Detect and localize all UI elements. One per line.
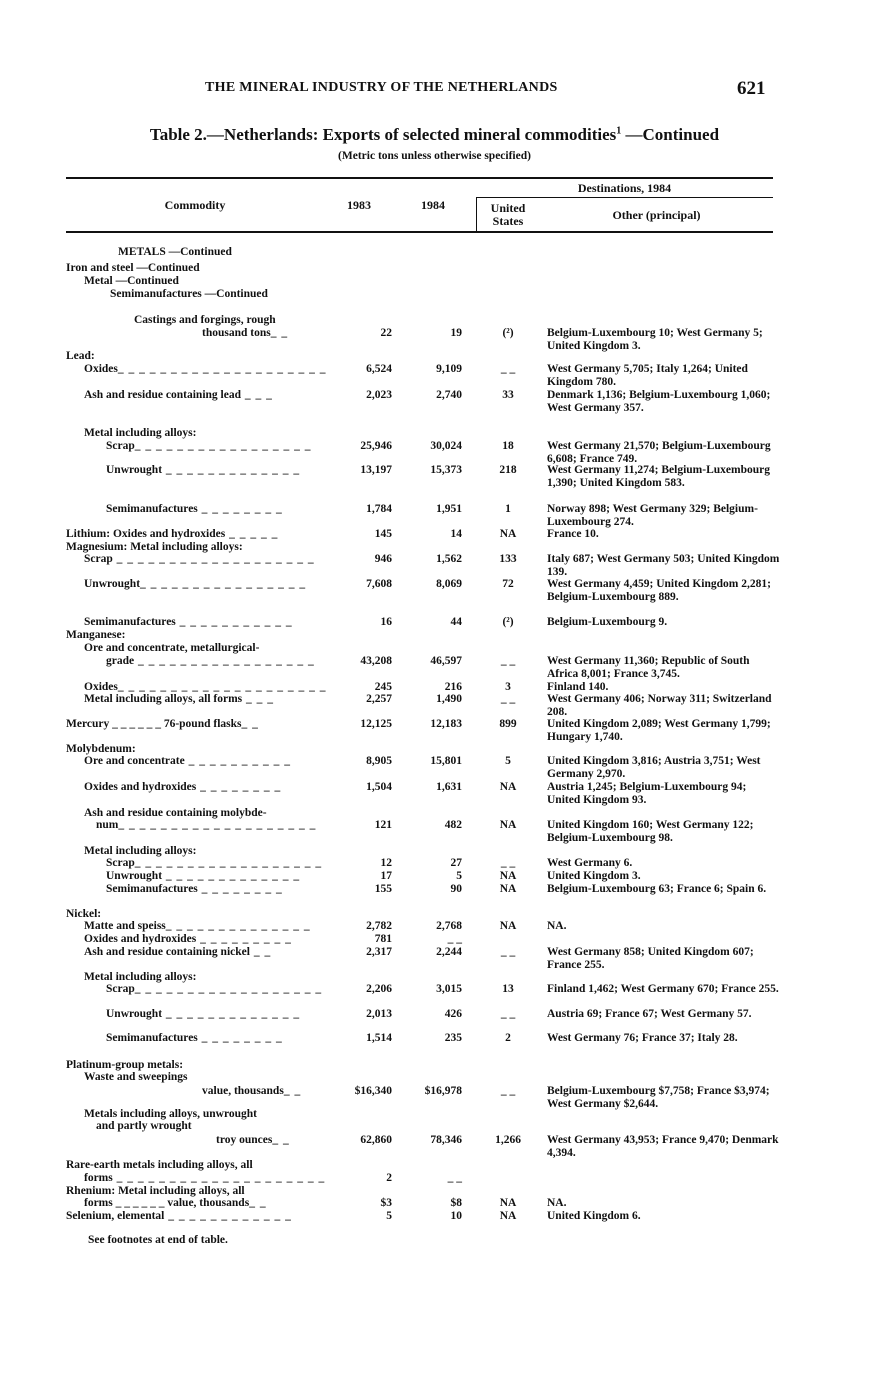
- row-value-1984: 426: [444, 1008, 462, 1020]
- row-commodity-label: Iron and steel —Continued: [66, 262, 200, 274]
- running-head: THE MINERAL INDUSTRY OF THE NETHERLANDS: [205, 80, 558, 95]
- row-value-united-states: 33: [502, 389, 514, 401]
- row-commodity-label: Selenium, elemental _ _ _ _ _ _ _ _ _ _ _ _: [66, 1210, 292, 1222]
- row-commodity-label: Scrap_ _ _ _ _ _ _ _ _ _ _ _ _ _ _ _ _: [106, 440, 312, 452]
- row-value-united-states: NA: [499, 1197, 517, 1209]
- row-value-1984: 30,024: [430, 440, 462, 452]
- row-value-1983: 145: [374, 528, 392, 540]
- row-value-1983: 62,860: [360, 1134, 392, 1146]
- row-leader-dots: _ _ _ _ _ _ _ _ _ _ _ _ _ _ _ _ _ _: [134, 857, 323, 869]
- row-commodity-label: Lead:: [66, 350, 95, 362]
- row-leader-dots: _ _ _ _ _ _ _ _ _ _ _ _ _ _ _ _ _: [134, 440, 312, 452]
- row-value-1984: 2,244: [436, 946, 462, 958]
- row-value-1984: 27: [450, 857, 462, 869]
- row-leader-dots: _ _ _ _ _ _ _ _ _ _ _ _ _ _ _ _ _ _ _ _: [117, 363, 327, 375]
- row-commodity-label: num_ _ _ _ _ _ _ _ _ _ _ _ _ _ _ _ _ _ _: [96, 819, 317, 831]
- table-subtitle: (Metric tons unless otherwise specified): [338, 150, 531, 162]
- row-value-1984: 482: [444, 819, 462, 831]
- row-leader-dots: _ _ _ _ _ _ _ _ _ _ _ _ _: [162, 464, 301, 476]
- row-leader-dots: _ _: [249, 1197, 267, 1209]
- table-row: [66, 946, 782, 971]
- row-leader-dots: _ _ _: [242, 693, 274, 705]
- row-commodity-label: Semimanufactures —Continued: [110, 288, 268, 300]
- row-leader-dots: _ _: [241, 718, 259, 730]
- row-commodity-label: Lithium: Oxides and hydroxides _ _ _ _ _: [66, 528, 279, 540]
- row-value-united-states: 1,266: [495, 1134, 521, 1146]
- row-value-1983: 2,013: [366, 1008, 392, 1020]
- row-value-1984: 5: [456, 870, 462, 882]
- row-value-united-states: 18: [502, 440, 514, 452]
- row-value-1983: 155: [374, 883, 392, 895]
- table-top-rule: [66, 177, 773, 179]
- row-commodity-label: Unwrought_ _ _ _ _ _ _ _ _ _ _ _ _ _ _ _: [84, 578, 307, 590]
- table-row: [66, 246, 782, 260]
- row-commodity-label: Ash and residue containing molybde-: [84, 807, 267, 819]
- row-value-united-states: 1: [505, 503, 511, 515]
- table-title-text: Table 2.—Netherlands: Exports of selected mineral commodities: [149, 125, 617, 144]
- row-value-1984: 2,740: [436, 389, 462, 401]
- row-commodity-label: Nickel:: [66, 908, 102, 920]
- table-row: [66, 718, 782, 743]
- row-destinations-other: West Germany 6.: [547, 857, 633, 869]
- row-destinations-other: West Germany 5,705; Italy 1,264; United Kingdom 780.: [547, 363, 748, 388]
- table-row: [66, 1008, 782, 1022]
- row-leader-dots: _ _ _ _ _ _ _ _ _ _ _ _: [164, 1210, 292, 1222]
- row-destinations-other: Finland 1,462; West Germany 670; France 255.: [547, 983, 779, 995]
- row-destinations-other: United Kingdom 160; West Germany 122; Belgium-Luxembourg 98.: [547, 819, 754, 844]
- row-destinations-other: West Germany 406; Norway 311; Switzerland 208.: [547, 693, 772, 718]
- row-value-1983: 2,317: [366, 946, 392, 958]
- row-value-1984: 8,069: [436, 578, 462, 590]
- row-value-1984: $16,978: [424, 1085, 462, 1097]
- row-destinations-other: West Germany 858; United Kingdom 607; France 255.: [547, 946, 754, 971]
- row-value-1984: 78,346: [430, 1134, 462, 1146]
- row-value-united-states: NA: [499, 870, 517, 882]
- row-value-united-states: 3: [505, 681, 511, 693]
- row-commodity-label: Metal —Continued: [84, 275, 179, 287]
- row-value-1984: 1,631: [436, 781, 462, 793]
- row-value-1984: 1,490: [436, 693, 462, 705]
- row-value-1983: 1,514: [366, 1032, 392, 1044]
- row-commodity-label: grade _ _ _ _ _ _ _ _ _ _ _ _ _ _ _ _ _: [106, 655, 315, 667]
- row-leader-dots: _ _ _ _ _ _ _ _ _ _ _ _ _ _ _ _ _ _ _ _: [112, 1172, 326, 1184]
- table-row: [66, 1071, 782, 1085]
- row-leader-dots: _ _ _ _ _ _ _ _ _ _ _ _ _ _ _ _: [140, 578, 307, 590]
- row-value-1984: _ _: [447, 1172, 462, 1184]
- table-row: [66, 275, 782, 289]
- table-row: [66, 933, 782, 947]
- row-value-1984: 44: [450, 616, 462, 628]
- table-row: [66, 642, 782, 656]
- row-commodity-label: Manganese:: [66, 629, 126, 641]
- row-leader-dots: _ _ _ _ _ _ _ _ _ _ _: [175, 616, 293, 628]
- row-commodity-label: thousand tons_ _: [202, 327, 289, 339]
- row-value-united-states: 218: [499, 464, 517, 476]
- row-destinations-other: Belgium-Luxembourg 9.: [547, 616, 668, 628]
- row-value-1984: 216: [444, 681, 462, 693]
- row-value-1983: 2,257: [366, 693, 392, 705]
- row-destinations-other: Denmark 1,136; Belgium-Luxembourg 1,060; West Germany 357.: [547, 389, 771, 414]
- row-value-1983: 8,905: [366, 755, 392, 767]
- row-leader-dots: _ _ _ _ _ _ _ _ _ _ _ _ _ _ _ _ _ _ _: [118, 819, 317, 831]
- table-row: [66, 616, 782, 630]
- row-destinations-other: France 10.: [547, 528, 599, 540]
- table-row: [66, 870, 782, 884]
- row-destinations-other: NA.: [547, 1197, 567, 1209]
- row-commodity-label: Ash and residue containing nickel _ _: [84, 946, 272, 958]
- table-row: [66, 629, 782, 643]
- table-title: [0, 125, 869, 145]
- row-value-united-states: _ _: [500, 693, 516, 705]
- row-value-1983: 17: [380, 870, 392, 882]
- table-row: [66, 857, 782, 871]
- row-commodity-label: METALS —Continued: [118, 246, 232, 258]
- row-value-1984: 46,597: [430, 655, 462, 667]
- table-row: [66, 883, 782, 897]
- row-value-1983: 43,208: [360, 655, 392, 667]
- row-commodity-label: Rhenium: Metal including alloys, all: [66, 1185, 245, 1197]
- row-value-1983: 25,946: [360, 440, 392, 452]
- row-commodity-label: Unwrought _ _ _ _ _ _ _ _ _ _ _ _ _: [106, 870, 301, 882]
- row-value-united-states: NA: [499, 819, 517, 831]
- row-value-1983: 22: [380, 327, 392, 339]
- row-leader-dots: _ _: [272, 1134, 290, 1146]
- row-commodity-label: Rare-earth metals including alloys, all: [66, 1159, 253, 1171]
- footnote-note: See footnotes at end of table.: [88, 1234, 228, 1246]
- row-destinations-other: West Germany 21,570; Belgium-Luxembourg 6,608; France 749.: [547, 440, 771, 465]
- table-row: [66, 389, 782, 414]
- row-leader-dots: _ _ _ _ _ _ _ _ _: [196, 933, 292, 945]
- table-row: [66, 503, 782, 528]
- row-value-united-states: 133: [499, 553, 517, 565]
- row-value-united-states: NA: [499, 883, 517, 895]
- row-value-1984: 12,183: [430, 718, 462, 730]
- table-row: [66, 262, 782, 276]
- row-value-1983: 16: [380, 616, 392, 628]
- row-commodity-label: Semimanufactures _ _ _ _ _ _ _ _: [106, 1032, 283, 1044]
- row-leader-dots: _ _ _ _ _: [225, 528, 279, 540]
- row-destinations-other: United Kingdom 3.: [547, 870, 641, 882]
- row-value-united-states: _ _: [500, 1008, 516, 1020]
- row-commodity-label: forms _ _ _ _ _ _ value, thousands_ _: [84, 1197, 267, 1209]
- row-value-united-states: (²): [502, 327, 514, 339]
- table-row: [66, 920, 782, 934]
- row-value-1983: 12,125: [360, 718, 392, 730]
- row-destinations-other: West Germany 11,274; Belgium-Luxembourg 1,390; United Kingdom 583.: [547, 464, 770, 489]
- row-value-united-states: NA: [499, 920, 517, 932]
- table-row: [66, 1120, 782, 1134]
- row-value-1983: 121: [374, 819, 392, 831]
- table-row: [66, 819, 782, 844]
- row-value-united-states: 13: [502, 983, 514, 995]
- row-leader-dots: _ _ _ _ _ _ _ _ _ _ _ _ _: [162, 870, 301, 882]
- row-commodity-label: Metals including alloys, unwrought: [84, 1108, 257, 1120]
- row-value-1984: 9,109: [436, 363, 462, 375]
- row-value-united-states: 899: [499, 718, 517, 730]
- row-destinations-other: Italy 687; West Germany 503; United Kingdom 139.: [547, 553, 780, 578]
- row-value-united-states: 5: [505, 755, 511, 767]
- row-value-united-states: _ _: [500, 1085, 516, 1097]
- row-value-1983: 781: [374, 933, 392, 945]
- page-number: 621: [737, 78, 766, 99]
- table-row: [66, 314, 782, 328]
- table-row: [66, 363, 782, 388]
- row-value-united-states: 72: [502, 578, 514, 590]
- table-row: [66, 288, 782, 302]
- row-value-1983: 946: [374, 553, 392, 565]
- row-value-1984: 235: [444, 1032, 462, 1044]
- row-commodity-label: forms _ _ _ _ _ _ _ _ _ _ _ _ _ _ _ _ _ _ _ _: [84, 1172, 326, 1184]
- row-leader-dots: _ _ _ _ _ _ _ _: [196, 781, 282, 793]
- row-destinations-other: West Germany 76; France 37; Italy 28.: [547, 1032, 738, 1044]
- header-1983: 1983: [347, 198, 371, 212]
- header-united-states: United States: [490, 201, 526, 228]
- row-value-1984: 10: [450, 1210, 462, 1222]
- table-row: [66, 528, 782, 542]
- table-row: [66, 655, 782, 680]
- row-value-1984: 15,801: [430, 755, 462, 767]
- row-value-1983: 5: [386, 1210, 392, 1222]
- row-commodity-label: Unwrought _ _ _ _ _ _ _ _ _ _ _ _ _: [106, 1008, 301, 1020]
- row-destinations-other: Belgium-Luxembourg 10; West Germany 5; United Kingdom 3.: [547, 327, 763, 352]
- table-row: [66, 983, 782, 997]
- row-value-1984: 1,562: [436, 553, 462, 565]
- row-value-1984: _ _: [447, 933, 462, 945]
- row-destinations-other: United Kingdom 6.: [547, 1210, 641, 1222]
- title-footnote-marker: 1: [616, 125, 622, 137]
- row-commodity-label: Scrap_ _ _ _ _ _ _ _ _ _ _ _ _ _ _ _ _ _: [106, 857, 323, 869]
- row-commodity-label: Semimanufactures _ _ _ _ _ _ _ _: [106, 503, 283, 515]
- row-value-united-states: NA: [499, 1210, 517, 1222]
- row-value-1983: 1,784: [366, 503, 392, 515]
- row-commodity-label: Molybdenum:: [66, 743, 136, 755]
- row-commodity-label: Metal including alloys:: [84, 845, 197, 857]
- row-value-1984: 90: [450, 883, 462, 895]
- table-row: [66, 755, 782, 780]
- row-value-1984: $8: [450, 1197, 462, 1209]
- table-row: [66, 1197, 782, 1211]
- row-commodity-label: Platinum-group metals:: [66, 1059, 184, 1071]
- row-commodity-label: Magnesium: Metal including alloys:: [66, 541, 243, 553]
- row-destinations-other: United Kingdom 2,089; West Germany 1,799; Hungary 1,740.: [547, 718, 771, 743]
- row-commodity-label: Semimanufactures _ _ _ _ _ _ _ _ _ _ _: [84, 616, 293, 628]
- row-value-1984: 14: [450, 528, 462, 540]
- row-commodity-label: Metal including alloys:: [84, 971, 197, 983]
- table-row: [66, 553, 782, 578]
- header-commodity: Commodity: [164, 198, 226, 212]
- row-leader-dots: _ _ _ _ _ _ _ _ _ _ _ _ _: [162, 1008, 301, 1020]
- row-value-united-states: NA: [499, 528, 517, 540]
- row-value-1984: 1,951: [436, 503, 462, 515]
- header-bottom-rule: [66, 231, 773, 233]
- row-commodity-label: Oxides and hydroxides _ _ _ _ _ _ _ _: [84, 781, 282, 793]
- row-value-1983: 1,504: [366, 781, 392, 793]
- row-commodity-label: Waste and sweepings: [84, 1071, 188, 1083]
- row-commodity-label: Matte and speiss_ _ _ _ _ _ _ _ _ _ _ _ _ _: [84, 920, 311, 932]
- table-row: [66, 440, 782, 465]
- row-value-united-states: _ _: [500, 946, 516, 958]
- row-commodity-label: Ore and concentrate _ _ _ _ _ _ _ _ _ _: [84, 755, 291, 767]
- row-commodity-label: Mercury _ _ _ _ _ _ 76-pound flasks_ _: [66, 718, 259, 730]
- row-value-1984: 19: [450, 327, 462, 339]
- row-value-1983: $3: [380, 1197, 392, 1209]
- table-row: [66, 693, 782, 718]
- row-commodity-label: troy ounces_ _: [216, 1134, 290, 1146]
- row-destinations-other: Austria 1,245; Belgium-Luxembourg 94; United Kingdom 93.: [547, 781, 747, 806]
- row-value-1983: 2,782: [366, 920, 392, 932]
- row-value-1983: 245: [374, 681, 392, 693]
- row-commodity-label: value, thousands_ _: [202, 1085, 302, 1097]
- row-value-1983: $16,340: [354, 1085, 392, 1097]
- row-destinations-other: West Germany 4,459; United Kingdom 2,281; Belgium-Luxembourg 889.: [547, 578, 771, 603]
- row-value-1983: 12: [380, 857, 392, 869]
- row-commodity-label: Castings and forgings, rough: [134, 314, 276, 326]
- us-column-divider: [476, 197, 477, 231]
- table-row: [66, 578, 782, 603]
- row-destinations-other: NA.: [547, 920, 567, 932]
- header-other-principal: Other (principal): [612, 208, 701, 222]
- table-row: [66, 781, 782, 806]
- row-commodity-label: Semimanufactures _ _ _ _ _ _ _ _: [106, 883, 283, 895]
- row-destinations-other: Belgium-Luxembourg $7,758; France $3,974; West Germany $2,644.: [547, 1085, 770, 1110]
- row-value-1984: 15,373: [430, 464, 462, 476]
- row-commodity-label: and partly wrought: [96, 1120, 192, 1132]
- row-leader-dots: _ _ _ _ _ _ _ _: [197, 1032, 283, 1044]
- row-value-united-states: _ _: [500, 857, 516, 869]
- header-1984: 1984: [421, 198, 445, 212]
- row-leader-dots: _ _ _ _ _ _ _ _ _ _ _ _ _ _: [165, 920, 311, 932]
- row-value-1983: 13,197: [360, 464, 392, 476]
- row-leader-dots: _ _ _ _ _ _ _ _ _ _ _ _ _ _ _ _ _: [134, 655, 315, 667]
- row-leader-dots: _ _: [249, 946, 272, 958]
- table-row: [66, 350, 782, 364]
- row-destinations-other: West Germany 43,953; France 9,470; Denmark 4,394.: [547, 1134, 779, 1159]
- row-value-united-states: 2: [505, 1032, 511, 1044]
- row-value-1983: 7,608: [366, 578, 392, 590]
- row-leader-dots: _ _ _ _ _ _ _ _: [197, 503, 283, 515]
- table-row: [66, 1134, 782, 1159]
- row-leader-dots: _ _ _ _ _ _ _ _: [197, 883, 283, 895]
- row-destinations-other: Belgium-Luxembourg 63; France 6; Spain 6.: [547, 883, 767, 895]
- row-destinations-other: West Germany 11,360; Republic of South Africa 8,001; France 3,745.: [547, 655, 750, 680]
- table-row: [66, 464, 782, 489]
- table-row: [66, 1159, 782, 1173]
- destinations-rule: [476, 197, 773, 198]
- row-leader-dots: _ _: [270, 327, 289, 339]
- row-value-united-states: _ _: [500, 655, 516, 667]
- row-leader-dots: _ _ _: [241, 389, 273, 401]
- row-commodity-label: Scrap _ _ _ _ _ _ _ _ _ _ _ _ _ _ _ _ _ _ _: [84, 553, 315, 565]
- row-value-1983: 2: [386, 1172, 392, 1184]
- table-row: [66, 1172, 782, 1186]
- row-value-united-states: NA: [499, 781, 517, 793]
- row-value-1983: 2,206: [366, 983, 392, 995]
- row-destinations-other: United Kingdom 3,816; Austria 3,751; West Germany 2,970.: [547, 755, 761, 780]
- table-row: [66, 427, 782, 441]
- table-row: [66, 1210, 782, 1224]
- row-leader-dots: _ _ _ _ _ _ _ _ _ _ _ _ _ _ _ _ _ _: [134, 983, 323, 995]
- table-row: [66, 1085, 782, 1110]
- row-value-united-states: _ _: [500, 363, 516, 375]
- table-row: [66, 1032, 782, 1046]
- row-value-1983: 6,524: [366, 363, 392, 375]
- row-commodity-label: Oxides and hydroxides _ _ _ _ _ _ _ _ _: [84, 933, 292, 945]
- row-commodity-label: Ore and concentrate, metallurgical-: [84, 642, 260, 654]
- table-title-suffix: —Continued: [621, 125, 720, 144]
- row-leader-dots: _ _ _ _ _ _ _ _ _ _ _ _ _ _ _ _ _ _ _: [112, 553, 315, 565]
- row-value-1983: 2,023: [366, 389, 392, 401]
- row-commodity-label: Scrap_ _ _ _ _ _ _ _ _ _ _ _ _ _ _ _ _ _: [106, 983, 323, 995]
- row-destinations-other: Finland 140.: [547, 681, 609, 693]
- row-commodity-label: Metal including alloys, all forms _ _ _: [84, 693, 274, 705]
- row-value-united-states: (²): [502, 616, 514, 628]
- row-value-1984: 3,015: [436, 983, 462, 995]
- header-destinations: Destinations, 1984: [577, 181, 672, 195]
- table-row: [66, 327, 782, 352]
- row-commodity-label: Ash and residue containing lead _ _ _: [84, 389, 273, 401]
- row-commodity-label: Metal including alloys:: [84, 427, 197, 439]
- row-value-1984: 2,768: [436, 920, 462, 932]
- row-leader-dots: _ _ _ _ _ _ _ _ _ _: [184, 755, 291, 767]
- row-destinations-other: Norway 898; West Germany 329; Belgium-Luxembourg 274.: [547, 503, 758, 528]
- row-commodity-label: Oxides_ _ _ _ _ _ _ _ _ _ _ _ _ _ _ _ _ _ _ _: [84, 681, 327, 693]
- row-leader-dots: _ _ _ _ _ _ _ _ _ _ _ _ _ _ _ _ _ _ _ _: [117, 681, 327, 693]
- row-commodity-label: Oxides_ _ _ _ _ _ _ _ _ _ _ _ _ _ _ _ _ _ _ _: [84, 363, 327, 375]
- row-commodity-label: Unwrought _ _ _ _ _ _ _ _ _ _ _ _ _: [106, 464, 301, 476]
- row-destinations-other: Austria 69; France 67; West Germany 57.: [547, 1008, 752, 1020]
- row-leader-dots: _ _: [283, 1085, 302, 1097]
